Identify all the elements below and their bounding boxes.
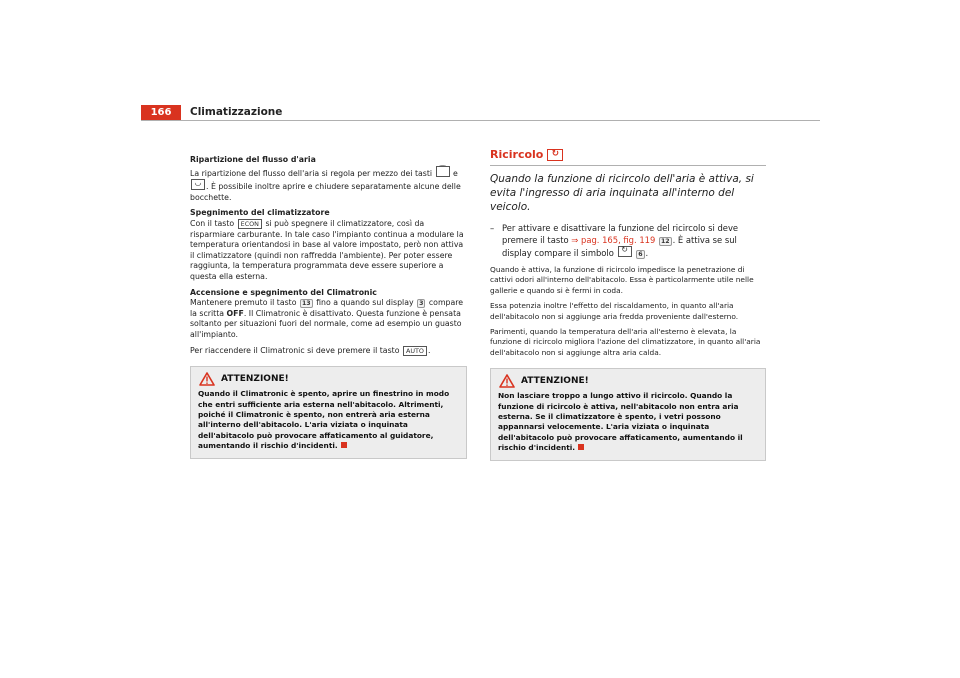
warning-title: ATTENZIONE! (521, 375, 589, 386)
section-title-air-distribution: Ripartizione del flusso d'aria (190, 155, 316, 164)
page-reference-link[interactable]: pag. 165, fig. 119 (581, 235, 656, 245)
section-title-ac-off: Spegnimento del climatizzatore (190, 208, 330, 218)
warning-text: Quando il Climatronic è spento, aprire un finestrino in modo che entri sufficiente aria esterna nell'abitacolo. Altrimenti, poiché il Climatronic è spento, non entrerà aria esterna all'interno dell'abitacolo. L'aria viziata o inquinata dell'abitacolo può provocare affaticamento al guidatore, aumentando il rischio d'incidenti. (198, 389, 450, 451)
warning-box-recirculation (490, 368, 766, 460)
callout-12: 12 (660, 238, 670, 245)
section-heading-recirculation (490, 148, 766, 162)
air-distribution-section: Ripartizione del flusso d'aria La ripartizione del flusso dell'aria si regola per mezzo dei tasti ⌒ e ◡ . È possibile inoltre aprire e chiudere separatamente alcune delle bocchette. (190, 155, 467, 203)
intro-text: Quando la funzione di ricircolo dell'aria è attiva, si evita l'ingresso di aria inquinata all'interno del veicolo. (490, 173, 754, 213)
page-reference-arrow: ⇒ (571, 235, 579, 245)
paragraph-odors: Quando è attiva, la funzione di ricircolo impedisce la penetrazione di cattivi odori all'interno dell'abitacolo. Essa è particolarmente utile nelle gallerie e quando si è fermi in coda. (490, 265, 754, 295)
auto-key: AUTO (403, 346, 427, 356)
air-distribution-down-icon: ◡ (191, 179, 205, 190)
section-title-recirculation: Ricircolo (490, 148, 544, 161)
left-column (190, 155, 467, 459)
list-item: – Per attivare e disattivare la funzione del ricircolo si deve premere il tasto ⇒ pag. 165, fig. 119 12 . È attiva se sul display compare il simbolo ↻ 6 . (490, 223, 739, 258)
right-column (490, 148, 766, 461)
callout-13: 13 (302, 300, 311, 308)
off-label: OFF (226, 308, 244, 318)
warning-title: ATTENZIONE! (221, 373, 289, 384)
end-of-section-marker (341, 442, 347, 448)
callout-6: 6 (638, 251, 643, 258)
recirculation-icon: ↻ (618, 246, 632, 257)
reactivate-paragraph: Per riaccendere il Climatronic si deve premere il tasto AUTO . (190, 345, 431, 355)
warning-text: Non lasciare troppo a lungo attivo il ricircolo. Quando la funzione di ricircolo è attiva, nell'abitacolo non entra aria esterna. Se il climatizzatore è spento, i vetri possono appannarsi velocemente. L'aria viziata o inquinata dell'abitacolo può provocare affaticamento, aumentando il rischio d'incidenti. (498, 391, 743, 453)
header-divider (141, 120, 820, 121)
warning-triangle-icon (499, 374, 515, 388)
paragraph-heating: Essa potenzia inoltre l'effetto del riscaldamento, in quanto all'aria dell'abitacolo non si aggiunge aria fredda proveniente dall'esterno. (490, 301, 739, 321)
end-of-section-marker (578, 444, 584, 450)
ac-off-section: Spegnimento del climatizzatore Con il tasto ECON si può spegnere il climatizzatore, così da risparmiare carburante. In tale caso l'impianto continua a modulare la temperatura orientandosi in base al valore impostato, però non attiva il climatizzatore (quindi non raffredda l'ambiente). Per poter essere raggiunta, la temperatura programmata deve essere superiore a questa ella esterna. (190, 208, 467, 282)
list-dash: – (490, 223, 495, 233)
page-title: Climatizzazione (190, 106, 283, 118)
paragraph-cooling: Parimenti, quando la temperatura dell'aria all'esterno è elevata, la funzione di ricircolo migliora l'azione del climatizzatore, in quanto all'aria dell'abitacolo non si aggiunge altra aria calda. (490, 327, 761, 357)
warning-triangle-icon (199, 372, 215, 386)
page-number: 166 (141, 105, 181, 120)
recirculation-icon: ↻ (547, 149, 563, 161)
econ-key: ECON (238, 219, 262, 229)
warning-box-climatronic (190, 366, 467, 458)
section-divider (490, 165, 766, 166)
callout-3: 3 (419, 300, 424, 308)
climatronic-onoff-section: Accensione e spegnimento del Climatronic Mantenere premuto il tasto 13 fino a quando sul display 3 compare la scritta OFF. Il Climatronic è disattivato. Questa funzione è pensata soltanto per situazioni fuori del normale, come ad esempio un guasto all'impianto. (190, 288, 467, 341)
air-distribution-up-icon: ⌒ (436, 166, 450, 177)
section-title-climatronic-onoff: Accensione e spegnimento del Climatronic (190, 287, 377, 297)
